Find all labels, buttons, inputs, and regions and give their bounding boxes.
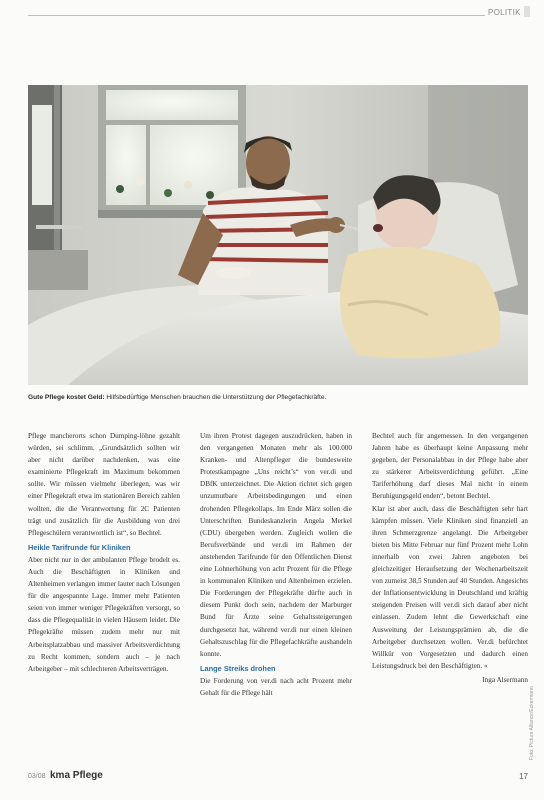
paragraph: Klar ist aber auch, dass die Beschäftigten sehr hart kämpfen müssen. Viele Kliniken sind finanziell an ihren Schmerzgrenze angelangt. Die Arbeitgeber bieten bis Mitte Februar nur fünf Prozent mehr Lohn innerhalb von zwei Jahren angeboten bei gleichzeitiger Heraufsetzung der Wochenarbeitszeit von zumeist 38,5 Stunden auf 40 Stunden. Angesichts der Inflationsentwicklung in Deutschland und kräftig steigenden Preisen will ver.di sich darauf aber nicht einlassen. Zudem lehnt die Gewerkschaft eine Ausweitung der Leistungsprämien ab, die die Arbeitgeber durchsetzen wollen. Ver.di befürchtet Willkür von Vorgesetzten und dadurch einen Leistungsdruck bei den Beschäftigten. « <box>372 504 528 670</box>
subheading: Lange Streiks drohen <box>200 663 276 673</box>
paragraph: Aber nicht nur in der ambulanten Pflege brodelt es. Auch die Beschäftigten in Kliniken und Altenheimen verlangen immer lauter nach Lösungen für die angespannte Lage. Immer mehr Patienten seien von immer weniger Pflegekräften versorgt, so dass die Pflegequalität in vielen Häusern leidet. Die Pflegekräfte müssen zudem mehr nur mit Arbeitsplatzabbau und massiver Arbeitsverdichtung zu Recht kommen, sondern auch – je nach Arbeitgeber – mit schlechteren Arbeitsverträgen. <box>28 555 180 673</box>
article-column-2 <box>200 430 352 699</box>
photo-caption <box>28 394 528 401</box>
article-column-3 <box>372 430 528 686</box>
author-name: Inga Alsermann <box>482 675 528 684</box>
article-column-1 <box>28 430 180 675</box>
section-label: POLITIK <box>488 8 521 17</box>
paragraph: Die Forderung von ver.di nach acht Prozent mehr Gehalt für die Pflege hält <box>200 676 352 697</box>
paragraph: Pflege mancherorts schon Dumping-löhne gezahlt würden, sei schlimm. „Grundsätzlich sollten wir aber nicht darüber nachdenken, was eine examinierte Pflegekraft im Maximum bekommen sollte. Wir müssen vielmehr überlegen, was wir einer Pflegekraft etwa im stationären Bereich zahlen wollten, die die Verantwortung für 2C Patienten trägt und zusätzlich für die Ausbildung von drei Pflegeschülern verantwortlich ist“, so Bechtel. <box>28 432 180 537</box>
article-photo <box>28 85 528 385</box>
caption-lead: Gute Pflege kostet Geld: <box>28 394 105 401</box>
magazine-brand: kma Pflege <box>50 770 103 781</box>
page-footer <box>28 770 528 784</box>
photo-credit: Foto: Picture Alliance/Eckermann <box>529 686 535 760</box>
paragraph: Bechtel auch für angemessen. In den vergangenen Jahren habe es überhaupt keine Anpassung mehr gegeben, der Personalabbau in der Pflege habe aber zu stärkerer Arbeitsverdichtung geführt. „Eine Tariferhöhung darf dieses Mal nicht in einem Beruhigungsgeld enden“, betont Bechtel. <box>372 432 528 501</box>
header-rule <box>28 15 485 16</box>
subheading: Heikle Tarifrunde für Kliniken <box>28 542 131 552</box>
section-marker <box>524 6 530 17</box>
caption-text: Hilfsbedürftige Menschen brauchen die Unterstützung der Pflegefachkräfte. <box>106 394 327 401</box>
paragraph: Um ihren Protest dagegen auszudrücken, haben in den vergangenen Monaten mehr als 100.000 Kranken- und Altenpfleger die bundesweite Protestkampagne „Uns reicht’s“ von ver.di und DBfK unterzeichnet. Die Aktion richtet sich gegen unzumutbare Arbeitsbedingungen und einen drohenden Pflegekollaps. Im Ende März sollen die Unterschriften Bundeskanzlerin Angela Merkel (CDU) übergeben werden. Zugleich wollen die Berufsverbände und ver.di im Rahmen der anstehenden Tarifrunde für den Öffentlichen Dienst eine Lohnerhöhung von acht Prozent für die Pflege in kommunalen Kliniken und Altenheimen erzielen. Die Forderungen der Pflegekräfte dürfte auch in diesem Punkt doch sein, nachdem der Marburger Bund für Ärzte seine Gehaltssteigerungen durchgesetzt hat, während ver.di nur einen kleinen Gehaltszuschlag für die Pflegefachkräfte aushandeln konnte. <box>200 432 352 658</box>
page-number: 17 <box>519 772 528 781</box>
issue-number: 03/08 <box>28 773 46 780</box>
